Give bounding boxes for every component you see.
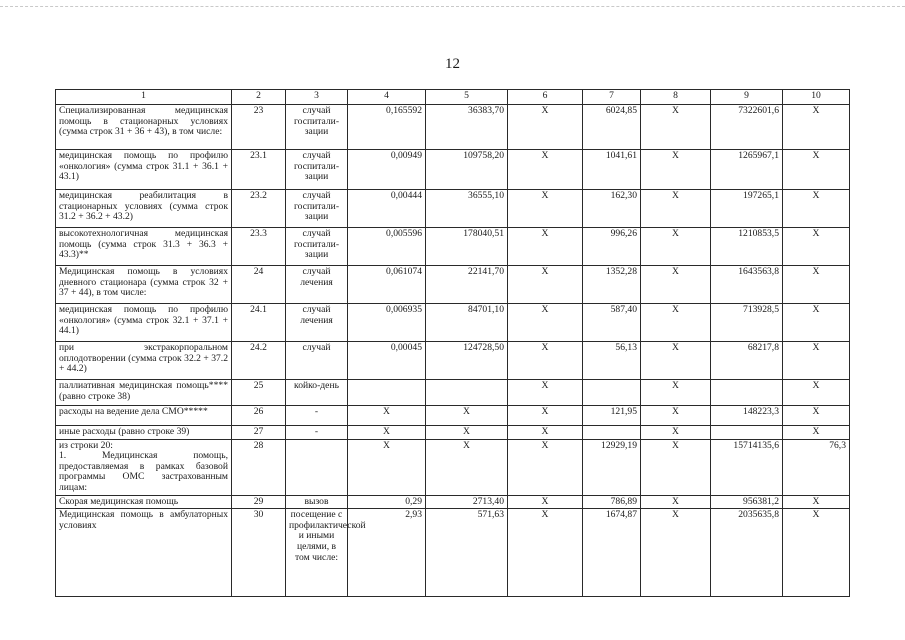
- col6-cell: Х: [508, 228, 583, 266]
- row-number-cell: 28: [232, 439, 286, 495]
- col8-cell: Х: [641, 266, 711, 304]
- per-capita-cell: 1674,87: [583, 509, 641, 597]
- row-number-cell: 24.2: [232, 342, 286, 380]
- col8-cell: Х: [641, 228, 711, 266]
- volume-cell: 0,005596: [348, 228, 426, 266]
- col6-cell: Х: [508, 426, 583, 440]
- share-cell: Х: [783, 342, 850, 380]
- table-row: [56, 228, 850, 266]
- cost-cell: Х: [426, 426, 508, 440]
- col8-cell: Х: [641, 426, 711, 440]
- table-row: [56, 509, 850, 597]
- share-cell: Х: [783, 495, 850, 509]
- col6-cell: Х: [508, 190, 583, 228]
- total-cell: [711, 426, 783, 440]
- table-row: [56, 190, 850, 228]
- per-capita-cell: 1041,61: [583, 150, 641, 190]
- total-cell: 713928,5: [711, 304, 783, 342]
- header-cell: 5: [426, 90, 508, 105]
- per-capita-cell: [583, 426, 641, 440]
- volume-cell: 0,00045: [348, 342, 426, 380]
- row-number-cell: 29: [232, 495, 286, 509]
- row-number-cell: 23.3: [232, 228, 286, 266]
- table-row: [56, 406, 850, 426]
- total-cell: 15714135,6: [711, 439, 783, 495]
- col8-cell: Х: [641, 304, 711, 342]
- indicator-cell: Медицинская помощь в амбулаторных условиях: [56, 509, 232, 597]
- col6-cell: Х: [508, 509, 583, 597]
- per-capita-cell: 1352,28: [583, 266, 641, 304]
- col8-cell: Х: [641, 439, 711, 495]
- share-cell: Х: [783, 190, 850, 228]
- header-cell: 4: [348, 90, 426, 105]
- table-row: [56, 426, 850, 440]
- col6-cell: Х: [508, 304, 583, 342]
- page-number: 12: [445, 56, 460, 72]
- table-row: [56, 380, 850, 406]
- total-cell: 148223,3: [711, 406, 783, 426]
- row-number-cell: 23.1: [232, 150, 286, 190]
- header-row: [56, 90, 850, 105]
- cost-cell: 571,63: [426, 509, 508, 597]
- volume-cell: 0,00444: [348, 190, 426, 228]
- unit-cell: случай лечения: [286, 266, 348, 304]
- table-row: [56, 495, 850, 509]
- indicator-cell: Медицинская помощь в условиях дневного стационара (сумма строк 32 + 37 + 44), в том числе:: [56, 266, 232, 304]
- share-cell: Х: [783, 228, 850, 266]
- table-row: [56, 266, 850, 304]
- volume-cell: 0,29: [348, 495, 426, 509]
- page-top-border: [0, 6, 905, 7]
- indicator-cell: медицинская помощь по профилю «онкология» (сумма строк 31.1 + 36.1 + 43.1): [56, 150, 232, 190]
- volume-cell: Х: [348, 426, 426, 440]
- cost-cell: [426, 380, 508, 406]
- total-cell: 1265967,1: [711, 150, 783, 190]
- cost-cell: Х: [426, 439, 508, 495]
- unit-cell: случай госпитали-зации: [286, 228, 348, 266]
- unit-cell: вызов: [286, 495, 348, 509]
- share-cell: Х: [783, 509, 850, 597]
- cost-cell: 22141,70: [426, 266, 508, 304]
- row-number-cell: 24: [232, 266, 286, 304]
- header-cell: 6: [508, 90, 583, 105]
- table-row: [56, 439, 850, 495]
- cost-cell: 2713,40: [426, 495, 508, 509]
- total-cell: 7322601,6: [711, 105, 783, 150]
- cost-cell: 84701,10: [426, 304, 508, 342]
- unit-cell: случай лечения: [286, 304, 348, 342]
- volume-cell: Х: [348, 406, 426, 426]
- total-cell: [711, 380, 783, 406]
- table-row: [56, 304, 850, 342]
- per-capita-cell: [583, 380, 641, 406]
- col8-cell: Х: [641, 342, 711, 380]
- volume-cell: 0,006935: [348, 304, 426, 342]
- col8-cell: Х: [641, 509, 711, 597]
- share-cell: Х: [783, 426, 850, 440]
- cost-cell: 36555,10: [426, 190, 508, 228]
- share-cell: Х: [783, 380, 850, 406]
- header-cell: 8: [641, 90, 711, 105]
- indicator-cell: Скорая медицинская помощь: [56, 495, 232, 509]
- row-number-cell: 26: [232, 406, 286, 426]
- indicator-cell: из строки 20: 1. Медицинская помощь, предоставляемая в рамках базовой программы ОМС застрахованным лицам:: [56, 439, 232, 495]
- indicator-cell: Специализированная медицинская помощь в стационарных условиях (сумма строк 31 + 36 + 43), в том числе:: [56, 105, 232, 150]
- unit-cell: случай: [286, 342, 348, 380]
- row-number-cell: 30: [232, 509, 286, 597]
- financing-table: [55, 89, 850, 597]
- header-cell: 3: [286, 90, 348, 105]
- total-cell: 1643563,8: [711, 266, 783, 304]
- cost-cell: Х: [426, 406, 508, 426]
- per-capita-cell: 786,89: [583, 495, 641, 509]
- table-row: [56, 150, 850, 190]
- indicator-cell: иные расходы (равно строке 39): [56, 426, 232, 440]
- unit-cell: -: [286, 406, 348, 426]
- per-capita-cell: 587,40: [583, 304, 641, 342]
- col6-cell: Х: [508, 105, 583, 150]
- volume-cell: 0,061074: [348, 266, 426, 304]
- per-capita-cell: 12929,19: [583, 439, 641, 495]
- share-cell: Х: [783, 266, 850, 304]
- total-cell: 1210853,5: [711, 228, 783, 266]
- unit-cell: койко-день: [286, 380, 348, 406]
- share-cell: Х: [783, 406, 850, 426]
- volume-cell: 0,165592: [348, 105, 426, 150]
- indicator-cell: медицинская реабилитация в стационарных условиях (сумма строк 31.2 + 36.2 + 43.2): [56, 190, 232, 228]
- unit-cell: случай госпитали-зации: [286, 105, 348, 150]
- volume-cell: 2,93: [348, 509, 426, 597]
- volume-cell: 0,00949: [348, 150, 426, 190]
- cost-cell: 178040,51: [426, 228, 508, 266]
- row-number-cell: 23: [232, 105, 286, 150]
- col6-cell: Х: [508, 495, 583, 509]
- header-cell: 7: [583, 90, 641, 105]
- col8-cell: Х: [641, 105, 711, 150]
- row-number-cell: 24.1: [232, 304, 286, 342]
- row-number-cell: 23.2: [232, 190, 286, 228]
- per-capita-cell: 162,30: [583, 190, 641, 228]
- unit-cell: случай госпитали-зации: [286, 150, 348, 190]
- table-row: [56, 342, 850, 380]
- col6-cell: Х: [508, 266, 583, 304]
- per-capita-cell: 56,13: [583, 342, 641, 380]
- col6-cell: Х: [508, 380, 583, 406]
- unit-cell: -: [286, 426, 348, 440]
- col8-cell: Х: [641, 380, 711, 406]
- header-cell: 1: [56, 90, 232, 105]
- volume-cell: [348, 380, 426, 406]
- indicator-cell: паллиативная медицинская помощь**** (равно строке 38): [56, 380, 232, 406]
- per-capita-cell: 121,95: [583, 406, 641, 426]
- col6-cell: Х: [508, 150, 583, 190]
- indicator-cell: медицинская помощь по профилю «онкология» (сумма строк 32.1 + 37.1 + 44.1): [56, 304, 232, 342]
- header-cell: 9: [711, 90, 783, 105]
- col6-cell: Х: [508, 439, 583, 495]
- table-row: [56, 105, 850, 150]
- col6-cell: Х: [508, 342, 583, 380]
- unit-cell: посещение с профилактической и иными целями, в том числе:: [286, 509, 348, 597]
- header-cell: 10: [783, 90, 850, 105]
- per-capita-cell: 996,26: [583, 228, 641, 266]
- unit-cell: [286, 439, 348, 495]
- cost-cell: 36383,70: [426, 105, 508, 150]
- indicator-cell: расходы на ведение дела СМО*****: [56, 406, 232, 426]
- total-cell: 68217,8: [711, 342, 783, 380]
- indicator-cell: при экстракорпоральном оплодотворении (сумма строк 32.2 + 37.2 + 44.2): [56, 342, 232, 380]
- share-cell: Х: [783, 150, 850, 190]
- share-cell: Х: [783, 304, 850, 342]
- volume-cell: Х: [348, 439, 426, 495]
- indicator-cell: высокотехнологичная медицинская помощь (сумма строк 31.3 + 36.3 + 43.3)**: [56, 228, 232, 266]
- unit-cell: случай госпитали-зации: [286, 190, 348, 228]
- header-cell: 2: [232, 90, 286, 105]
- col6-cell: Х: [508, 406, 583, 426]
- cost-cell: 109758,20: [426, 150, 508, 190]
- total-cell: 197265,1: [711, 190, 783, 228]
- col8-cell: Х: [641, 150, 711, 190]
- row-number-cell: 27: [232, 426, 286, 440]
- col8-cell: Х: [641, 495, 711, 509]
- col8-cell: Х: [641, 406, 711, 426]
- total-cell: 2035635,8: [711, 509, 783, 597]
- col8-cell: Х: [641, 190, 711, 228]
- row-number-cell: 25: [232, 380, 286, 406]
- total-cell: 956381,2: [711, 495, 783, 509]
- cost-cell: 124728,50: [426, 342, 508, 380]
- share-cell: Х: [783, 105, 850, 150]
- share-cell: 76,3: [783, 439, 850, 495]
- per-capita-cell: 6024,85: [583, 105, 641, 150]
